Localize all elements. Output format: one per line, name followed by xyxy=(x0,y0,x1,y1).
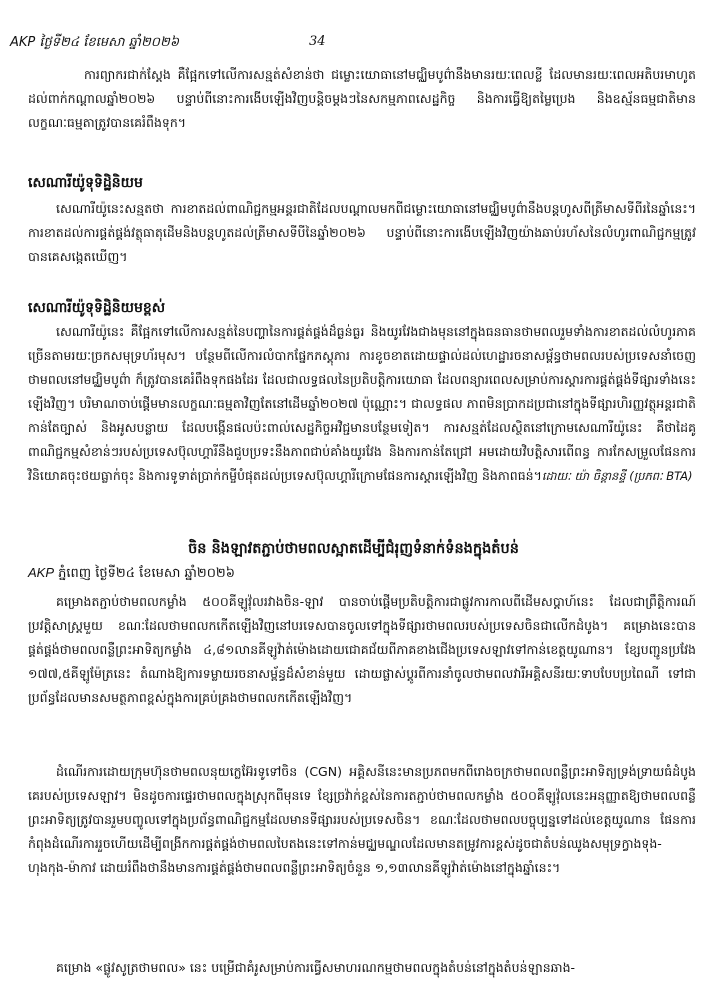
section-heading-pessimistic: សេណារីយ៉ូទុទិដ្ឋិនិយម xyxy=(28,175,143,191)
article-title: ចិន និងឡាវតភ្ជាប់ថាមពលស្អាតដើម្បីជំរុញទំនាក់ទំនងក្នុងតំបន់ xyxy=(188,541,519,557)
header-date: AKP ថ្ងៃទី២៤ ខែមេសា ឆ្នាំ២០២៦ xyxy=(10,35,180,50)
author-byline: ដោយៈ យ៉ា ចិន្តានន្ទី (ប្រភពៈ BTA) xyxy=(541,469,693,483)
page-header xyxy=(10,34,697,54)
section-body-text: សេណារីយ៉ូនេះ គឺផ្អែកទៅលើការសន្មត់នៃបញ្ហានៃការផ្គត់ផ្គង់ដ៏ធ្ងន់ធ្ងរ និងយូរវែងជាងមុននៅក្នុងធនធានថាមពលរួមទាំងការខាតដល់លំហូរភាគច្រើនតាមរយៈច្រកសមុទ្រហ័រមុស។ បន្ថែមពីលើការលំបាកផ្នែកភស្តុភារ ការខូចខាតដោយផ្ទាល់ដល់ហេដ្ឋារចនាសម្ព័ន្ធថាមពលរបស់ប្រទេសនាំចេញថាមពលនៅមជ្ឈិមបូព៌ា ក៏ត្រូវបានគេរំពឹងទុកផងដែរ ដែលជាលទ្ធផលនៃប្រតិបត្តិការយោធា ដែលពន្យារពេលសម្រាប់ការស្តារការផ្គត់ផ្គង់ទីផ្សារទាំងនេះឡើងវិញ។ បរិមាណចាប់ផ្តើមមានលក្ខណៈធម្មតាវិញតែនៅដើមឆ្នាំ២០២៧ ប៉ុណ្ណោះ។ ជាលទ្ធផល ភាពមិនប្រាកដប្រជានៅក្នុងទីផ្សារហិរញ្ញវត្ថុអន្តរជាតិកាន់តែច្បាស់ និងអូសបន្លាយ ដែលបង្កើនផលប៉ះពាល់សេដ្ឋកិច្ចអវិជ្ជមានបន្ថែមទៀត។ ការសន្មត់ដែលស្ថិតនៅក្រោមសេណារីយ៉ូនេះ គឺថាដៃគូពាណិជ្ជកម្មសំខាន់ៗរបស់ប្រទេសប៊ុលហ្គារីនឹងជួបប្រទះនឹងភាពជាប់គាំងយូរវែង និងការកាន់តែជ្រៅ អមដោយវិបត្តិសារពើពន្ធ ការកែសម្រួលផែនការវិនិយោគចុះថយធ្លាក់ចុះ និងការទូទាត់ប្រាក់កម្ចីបំផុតដល់ប្រទេសប៊ុលហ្គារីក្រោមផែនការស្តារឡើងវិញ និងភាពធន់។ xyxy=(28,324,696,483)
article-paragraph-1: គម្រោងតភ្ជាប់ថាមពលកម្លាំង ៥០០គីឡូវ៉ុលរវាងចិន-ឡាវ បានចាប់ផ្តើមប្រតិបត្តិការជាផ្លូវការកាលពីដើមសប្តាហ៍នេះ ដែលជាព្រឹត្តិការណ៍ប្រវត្តិសាស្ត្រមួយ ខណៈដែលថាមពលកកើតឡើងវិញនៅបរទេសបានចូលទៅក្នុងទីផ្សារថាមពលរបស់ប្រទេសចិនជាលើកដំបូង។ គម្រោងនេះបានផ្គត់ផ្គង់ថាមពលពន្លឺព្រះអាទិត្យកម្លាំង ៤,៨១លានគីឡូវ៉ាត់ម៉ោងដោយជោគជ័យពីភាគខាងជើងប្រទេសឡាវទៅកាន់ខេត្តយូណាន។ ខ្សែបញ្ជូនប្រវែង ១៧៧,៥គីឡូម៉ែត្រនេះ តំណាងឱ្យការទម្លាយរចនាសម្ព័ន្ធដ៏សំខាន់មួយ ដោយផ្លាស់ប្តូរពីការនាំចូលថាមពលវារីអគ្គិសនីរយៈទាបបែបប្រពៃណី ទៅជាប្រព័ន្ធដែលមានសមត្ថភាពខ្ពស់ក្នុងការគ្រប់គ្រងថាមពលកកើតឡើងវិញ។ xyxy=(28,594,696,705)
article-paragraph-2: ដំណើរការដោយក្រុមហ៊ុនថាមពលនុយក្លេអ៊ែរទូទៅចិន (CGN) អគ្គិសនីនេះមានប្រភពមកពីរោងចក្រថាមពលពន្លឺព្រះអាទិត្យទ្រង់ទ្រាយធំដំបូងគេរបស់ប្រទេសឡាវ។ មិនដូចការផ្ទេរថាមពលក្នុងស្រុកពីមុនទេ ខ្សែច្រវ៉ាក់ខ្ពស់នៃការតភ្ជាប់ថាមពលកម្លាំង ៥០០គីឡូវ៉ុលនេះអនុញ្ញាតឱ្យថាមពលពន្លឺព្រះអាទិត្យត្រូវបានរួមបញ្ចូលទៅក្នុងប្រព័ន្ធពាណិជ្ជកម្មដែលមានទីផ្សាររបស់ប្រទេសចិន។ ខណៈដែលថាមពលបច្ចុប្បន្នទៅដល់ខេត្តយូណាន ផែនការកំពុងដំណើរការរួចហើយដើម្បីពង្រីកការផ្គត់ផ្គង់ថាមពលបៃតងនេះទៅកាន់មជ្ឈមណ្ឌលដែលមានតម្រូវការខ្ពស់ដូចជាតំបន់ឈូងសមុទ្រក្វាងទុង-ហុងកុង-ម៉ាកាវ ដោយរំពឹងថានឹងមានការផ្គត់ផ្គង់ថាមពលពន្លឺព្រះអាទិត្យចំនួន ១,១៣លានគីឡូវ៉ាត់ម៉ោងនៅក្នុងឆ្នាំនេះ។ xyxy=(28,764,696,875)
section-body-pessimistic: សេណារីយ៉ូនេះសន្មតថា ការខាតដល់ពាណិជ្ជកម្មអន្តរជាតិដែលបណ្តាលមកពីជម្លោះយោធានៅមជ្ឈិមបូព៌ានឹងបន្តហូសពីត្រីមាសទីពីរនៃឆ្នាំនេះ។ ការខាតដល់ការផ្គត់ផ្គង់វត្ថុធាតុដើមនិងបន្តហូតដល់ត្រីមាសទីបីនៃឆ្នាំ២០២៦ បន្ទាប់ពីនោះការងើបឡើងវិញយ៉ាងឆាប់រហ័សនៃលំហូរពាណិជ្ជកម្មត្រូវបានគេសង្កេតឃើញ។ xyxy=(28,201,696,264)
intro-paragraph: ការព្យាករជាក់ស្តែង គឺផ្អែកទៅលើការសន្មត់សំខាន់ថា ជម្លោះយោធានៅមជ្ឈិមបូព៌ានឹងមានរយៈពេលខ្លី ដែលមានរយៈពេលអតិបរមាហូតដល់ពាក់កណ្តាលឆ្នាំ២០២៦ បន្ទាប់ពីនោះការងើបឡើងវិញបន្តិចម្តងៗនៃសកម្មភាពសេដ្ឋកិច្ច និងការធ្វើឱ្យតម្លៃប្រេង និងឧស្ម័នធម្មជាតិមានលក្ខណៈធម្មតាត្រូវបានគេរំពឹងទុក។ xyxy=(28,67,696,130)
section-heading-very-pessimistic: សេណារីយ៉ូទុទិដ្ឋិនិយមខ្ពស់ xyxy=(28,300,166,316)
page-number: 34 xyxy=(309,34,326,49)
article-dateline xyxy=(28,565,235,584)
dateline-agency: AKP xyxy=(28,565,55,580)
article-paragraph-3: គម្រោង «ផ្លូវសូត្រថាមពល» នេះ បម្រើជាគំរូសម្រាប់ការធ្វើសមាហរណកម្មថាមពលក្នុងតំបន់នៅក្នុងតំបន់ឡានឆាង- xyxy=(56,960,576,975)
section-body-very-pessimistic xyxy=(28,320,696,488)
dateline-text: ភ្នំពេញ ថ្ងៃទី២៤ ខែមេសា ឆ្នាំ២០២៦ xyxy=(58,566,235,581)
